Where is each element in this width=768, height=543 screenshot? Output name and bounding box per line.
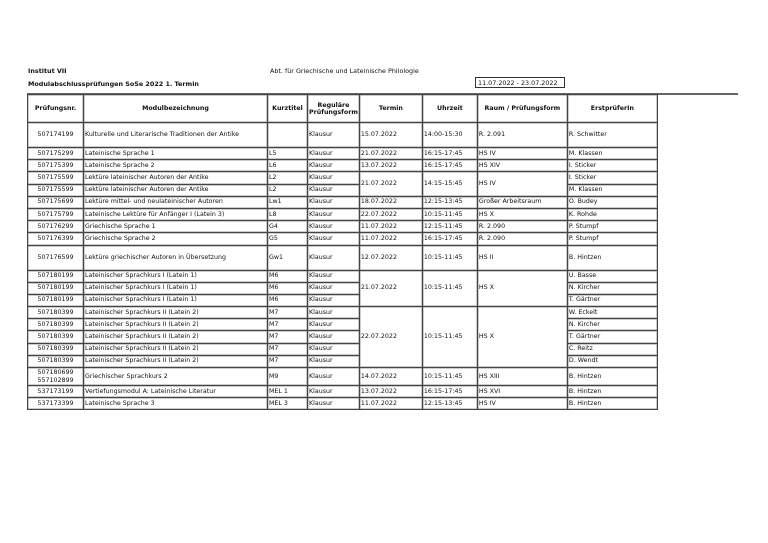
cell-nr: 507176299 bbox=[28, 221, 84, 233]
cell-nr-primary: 507180699 bbox=[37, 369, 74, 376]
cell-termin: 14.07.2022 bbox=[359, 368, 422, 386]
col-header-termin: Termin bbox=[359, 95, 422, 123]
cell-kurz: M6 bbox=[268, 270, 308, 282]
cell-raum: Großer Arbeitsraum bbox=[477, 196, 567, 208]
cell-uhrzeit: 10:15-11:45 bbox=[422, 307, 477, 368]
cell-modul: Lateinischer Sprachkurs I (Latein 1) bbox=[84, 282, 268, 294]
cell-nr: 507175599 bbox=[28, 172, 84, 184]
cell-raum: HS II bbox=[477, 245, 567, 270]
cell-form: Klausur bbox=[308, 208, 360, 220]
cell-form: Klausur bbox=[308, 160, 360, 172]
cell-nr: 507176399 bbox=[28, 233, 84, 245]
cell-nr: 537173199 bbox=[28, 386, 84, 398]
cell-termin: 15.07.2022 bbox=[359, 123, 422, 148]
table-row bbox=[28, 160, 658, 172]
cell-nr bbox=[28, 368, 84, 386]
cell-form: Klausur bbox=[308, 294, 360, 306]
cell-pruefer: D. Wendt bbox=[567, 355, 657, 367]
cell-uhrzeit: 16:15-17:45 bbox=[422, 386, 477, 398]
cell-modul: Lateinische Sprache 2 bbox=[84, 160, 268, 172]
cell-uhrzeit: 16:15-17:45 bbox=[422, 148, 477, 160]
cell-pruefer: N. Kircher bbox=[567, 319, 657, 331]
cell-pruefer: W. Eckelt bbox=[567, 307, 657, 319]
cell-termin: 22.07.2022 bbox=[359, 208, 422, 220]
cell-modul: Lektüre griechischer Autoren in Übersetzung bbox=[84, 245, 268, 270]
cell-nr: 507175699 bbox=[28, 196, 84, 208]
institute-label: Institut VII bbox=[28, 67, 67, 75]
cell-kurz: L6 bbox=[268, 160, 308, 172]
cell-kurz: L2 bbox=[268, 172, 308, 184]
cell-kurz: Lw1 bbox=[268, 196, 308, 208]
cell-uhrzeit: 14:00-15:30 bbox=[422, 123, 477, 148]
cell-kurz: L2 bbox=[268, 184, 308, 196]
cell-pruefer: O. Budey bbox=[567, 196, 657, 208]
cell-raum: HS IV bbox=[477, 172, 567, 196]
cell-form: Klausur bbox=[308, 184, 360, 196]
cell-pruefer: K. Rohde bbox=[567, 208, 657, 220]
cell-termin: 13.07.2022 bbox=[359, 386, 422, 398]
cell-pruefer: B. Hintzen bbox=[567, 368, 657, 386]
cell-pruefer: P. Stumpf bbox=[567, 221, 657, 233]
cell-uhrzeit: 10:15-11:45 bbox=[422, 245, 477, 270]
table-row bbox=[28, 245, 658, 270]
cell-pruefer: N. Kircher bbox=[567, 282, 657, 294]
cell-kurz: G5 bbox=[268, 233, 308, 245]
cell-termin: 18.07.2022 bbox=[359, 196, 422, 208]
cell-pruefer: M. Klassen bbox=[567, 184, 657, 196]
col-header-uhrzeit: Uhrzeit bbox=[422, 95, 477, 123]
cell-nr: 507175799 bbox=[28, 208, 84, 220]
cell-form: Klausur bbox=[308, 123, 360, 148]
cell-nr: 507176599 bbox=[28, 245, 84, 270]
cell-raum: HS XVI bbox=[477, 386, 567, 398]
cell-kurz: G4 bbox=[268, 221, 308, 233]
table-row bbox=[28, 270, 658, 282]
cell-uhrzeit: 12:15-13:45 bbox=[422, 196, 477, 208]
date-range-box: 11.07.2022 - 23.07.2022 bbox=[475, 77, 565, 88]
cell-raum: R. 2.090 bbox=[477, 233, 567, 245]
cell-form: Klausur bbox=[308, 343, 360, 355]
cell-form: Klausur bbox=[308, 196, 360, 208]
cell-pruefer: U. Basse bbox=[567, 270, 657, 282]
cell-kurz: M7 bbox=[268, 307, 308, 319]
cell-raum: R. 2.091 bbox=[477, 123, 567, 148]
table-row bbox=[28, 221, 658, 233]
col-header-kurztitel: Kurztitel bbox=[268, 95, 308, 123]
cell-kurz: L5 bbox=[268, 148, 308, 160]
cell-pruefer: T. Gärtner bbox=[567, 294, 657, 306]
cell-kurz: M7 bbox=[268, 355, 308, 367]
cell-nr: 507175599 bbox=[28, 184, 84, 196]
cell-uhrzeit: 10:15-11:45 bbox=[422, 368, 477, 386]
cell-pruefer: I. Sticker bbox=[567, 160, 657, 172]
cell-nr: 507180399 bbox=[28, 319, 84, 331]
cell-termin: 21.07.2022 bbox=[359, 172, 422, 196]
cell-termin: 13.07.2022 bbox=[359, 160, 422, 172]
cell-raum: HS XIII bbox=[477, 368, 567, 386]
department-label: Abt. für Griechische und Lateinische Philologie bbox=[270, 67, 419, 75]
cell-uhrzeit: 16:15-17:45 bbox=[422, 160, 477, 172]
cell-form: Klausur bbox=[308, 355, 360, 367]
cell-pruefer: T. Gärtner bbox=[567, 331, 657, 343]
cell-raum: HS XIV bbox=[477, 160, 567, 172]
cell-form: Klausur bbox=[308, 233, 360, 245]
table-row bbox=[28, 233, 658, 245]
cell-modul: Lektüre lateinischer Autoren der Antike bbox=[84, 172, 268, 184]
cell-nr: 507180199 bbox=[28, 294, 84, 306]
cell-modul: Griechischer Sprachkurs 2 bbox=[84, 368, 268, 386]
cell-kurz: M7 bbox=[268, 319, 308, 331]
exam-schedule-table bbox=[27, 94, 658, 410]
cell-termin: 22.07.2022 bbox=[359, 307, 422, 368]
table-row bbox=[28, 386, 658, 398]
cell-pruefer: I. Sticker bbox=[567, 172, 657, 184]
table-row bbox=[28, 398, 658, 410]
cell-form: Klausur bbox=[308, 319, 360, 331]
cell-termin: 12.07.2022 bbox=[359, 245, 422, 270]
cell-modul: Lateinische Sprache 3 bbox=[84, 398, 268, 410]
cell-modul: Lateinischer Sprachkurs II (Latein 2) bbox=[84, 319, 268, 331]
cell-kurz: MEL 3 bbox=[268, 398, 308, 410]
cell-form: Klausur bbox=[308, 245, 360, 270]
cell-pruefer: R. Schwitter bbox=[567, 123, 657, 148]
cell-form: Klausur bbox=[308, 282, 360, 294]
cell-modul: Lateinischer Sprachkurs II (Latein 2) bbox=[84, 331, 268, 343]
cell-uhrzeit: 12:15-13:45 bbox=[422, 398, 477, 410]
col-header-modulbezeichnung: Modulbezeichnung bbox=[84, 95, 268, 123]
cell-modul: Lateinischer Sprachkurs I (Latein 1) bbox=[84, 294, 268, 306]
cell-modul: Lateinische Sprache 1 bbox=[84, 148, 268, 160]
cell-modul: Lateinischer Sprachkurs II (Latein 2) bbox=[84, 343, 268, 355]
cell-kurz: M6 bbox=[268, 294, 308, 306]
cell-nr: 507175399 bbox=[28, 160, 84, 172]
cell-pruefer: C. Reitz bbox=[567, 343, 657, 355]
cell-nr: 507180399 bbox=[28, 355, 84, 367]
cell-pruefer: B. Hintzen bbox=[567, 398, 657, 410]
cell-raum: HS IV bbox=[477, 398, 567, 410]
cell-uhrzeit: 16:15-17:45 bbox=[422, 233, 477, 245]
cell-termin: 21.07.2022 bbox=[359, 148, 422, 160]
cell-modul: Griechische Sprache 1 bbox=[84, 221, 268, 233]
cell-uhrzeit: 10:15-11:45 bbox=[422, 270, 477, 307]
cell-modul: Lektüre lateinischer Autoren der Antike bbox=[84, 184, 268, 196]
cell-modul: Kulturelle und Literarische Traditionen der Antike bbox=[84, 123, 268, 148]
cell-nr: 507180399 bbox=[28, 331, 84, 343]
table-header-row bbox=[28, 95, 658, 123]
cell-raum: HS X bbox=[477, 270, 567, 307]
cell-termin: 11.07.2022 bbox=[359, 398, 422, 410]
cell-kurz: MEL 1 bbox=[268, 386, 308, 398]
cell-uhrzeit: 14:15-15:45 bbox=[422, 172, 477, 196]
cell-pruefer: M. Klassen bbox=[567, 148, 657, 160]
cell-uhrzeit: 12:15-11:45 bbox=[422, 221, 477, 233]
cell-modul: Lateinischer Sprachkurs II (Latein 2) bbox=[84, 355, 268, 367]
col-header-raum: Raum / Prüfungsform bbox=[477, 95, 567, 123]
cell-form: Klausur bbox=[308, 331, 360, 343]
cell-modul: Lateinischer Sprachkurs I (Latein 1) bbox=[84, 270, 268, 282]
table-row bbox=[28, 196, 658, 208]
col-header-pruefungsnr: Prüfungsnr. bbox=[28, 95, 84, 123]
cell-pruefer: B. Hintzen bbox=[567, 245, 657, 270]
table-row bbox=[28, 123, 658, 148]
cell-raum: HS X bbox=[477, 208, 567, 220]
cell-kurz: M9 bbox=[268, 368, 308, 386]
table-row bbox=[28, 148, 658, 160]
cell-modul: Lateinische Lektüre für Anfänger I (Latein 3) bbox=[84, 208, 268, 220]
table-row bbox=[28, 172, 658, 184]
cell-modul: Vertiefungsmodul A: Lateinische Literatur bbox=[84, 386, 268, 398]
cell-raum: R. 2.090 bbox=[477, 221, 567, 233]
cell-form: Klausur bbox=[308, 172, 360, 184]
cell-modul: Lektüre mittel- und neulateinischer Autoren bbox=[84, 196, 268, 208]
cell-form: Klausur bbox=[308, 148, 360, 160]
cell-nr: 507175299 bbox=[28, 148, 84, 160]
cell-raum: HS X bbox=[477, 307, 567, 368]
cell-nr: 507180199 bbox=[28, 270, 84, 282]
cell-form: Klausur bbox=[308, 307, 360, 319]
cell-form: Klausur bbox=[308, 368, 360, 386]
cell-kurz: M7 bbox=[268, 343, 308, 355]
cell-modul: Griechische Sprache 2 bbox=[84, 233, 268, 245]
cell-modul: Lateinischer Sprachkurs II (Latein 2) bbox=[84, 307, 268, 319]
cell-nr: 507180399 bbox=[28, 343, 84, 355]
cell-kurz: M6 bbox=[268, 282, 308, 294]
table-row bbox=[28, 208, 658, 220]
cell-kurz: M7 bbox=[268, 331, 308, 343]
col-header-erstpruefer: ErstprüferIn bbox=[567, 95, 657, 123]
cell-termin: 11.07.2022 bbox=[359, 221, 422, 233]
cell-nr-secondary: 557102899 bbox=[37, 376, 74, 384]
cell-nr: 507180399 bbox=[28, 307, 84, 319]
table-row bbox=[28, 368, 658, 386]
table-row bbox=[28, 307, 658, 319]
page-title: Modulabschlussprüfungen SoSe 2022 1. Termin bbox=[28, 80, 199, 88]
cell-raum: HS IV bbox=[477, 148, 567, 160]
cell-form: Klausur bbox=[308, 386, 360, 398]
cell-form: Klausur bbox=[308, 398, 360, 410]
cell-kurz: Gw1 bbox=[268, 245, 308, 270]
cell-termin: 11.07.2022 bbox=[359, 233, 422, 245]
cell-pruefer: B. Hintzen bbox=[567, 386, 657, 398]
cell-nr: 507174199 bbox=[28, 123, 84, 148]
cell-form: Klausur bbox=[308, 221, 360, 233]
cell-uhrzeit: 10:15-11:45 bbox=[422, 208, 477, 220]
cell-termin: 21.07.2022 bbox=[359, 270, 422, 307]
cell-kurz bbox=[268, 123, 308, 148]
cell-pruefer: P. Stumpf bbox=[567, 233, 657, 245]
cell-nr: 537173399 bbox=[28, 398, 84, 410]
cell-kurz: L8 bbox=[268, 208, 308, 220]
cell-nr: 507180199 bbox=[28, 282, 84, 294]
col-header-pruefungsform: Reguläre Prüfungsform bbox=[308, 95, 360, 123]
cell-form: Klausur bbox=[308, 270, 360, 282]
